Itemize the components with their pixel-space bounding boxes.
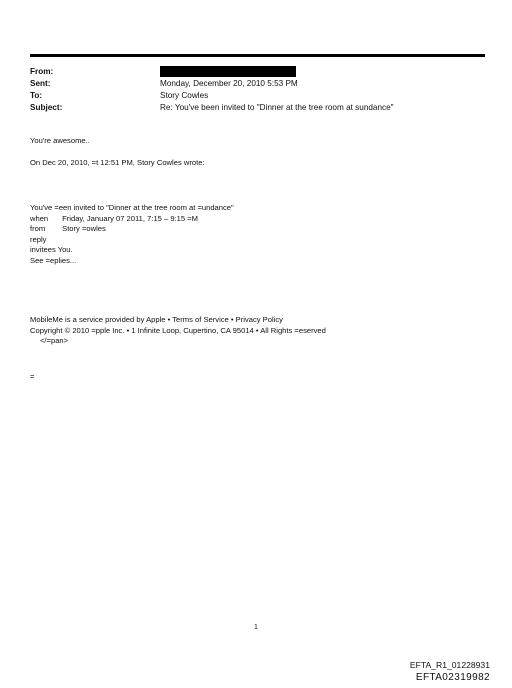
header-rule (30, 54, 485, 57)
from-value (160, 66, 296, 78)
sent-row (30, 78, 394, 90)
when-value: Friday, January 07 2011, 7:15 – 9:15 =M (62, 213, 198, 223)
to-label: To: (30, 91, 43, 100)
to-row (30, 90, 394, 102)
quote-intro: On Dec 20, 2010, =t 12:51 PM, Story Cowles wrote: (30, 157, 205, 167)
subject-label: Subject: (30, 103, 63, 112)
redaction-box (160, 66, 296, 77)
footer-block (30, 315, 326, 347)
footer-line-2: Copyright © 2010 =pple Inc. • 1 Infinite Loop, Cupertino, CA 95014 • All Rights =eserved (30, 325, 326, 335)
subject-row (30, 102, 394, 114)
invite-invitees: invitees You. (30, 245, 73, 254)
invite-when-row (30, 214, 234, 225)
bates-number-2: EFTA02319982 (415, 672, 490, 683)
sent-label: Sent: (30, 79, 51, 88)
reply-block (30, 136, 205, 168)
footer-line-1: MobileMe is a service provided by Apple • Terms of Service • Privacy Policy (30, 315, 283, 324)
invite-from-row (30, 224, 234, 235)
invite-block (30, 203, 234, 266)
invite-reply: reply (30, 234, 47, 244)
from-label: From: (30, 67, 54, 76)
email-header (30, 66, 394, 114)
subject-value: Re: You've been invited to "Dinner at the tree room at sundance" (160, 103, 394, 112)
reply-text: You're awesome.. (30, 136, 90, 145)
invite-title: You've =een invited to "Dinner at the tree room at =undance" (30, 203, 234, 212)
bates-number-1: EFTA_R1_01228931 (409, 660, 490, 670)
page-number: 1 (254, 624, 258, 631)
footer-line-3: </=pan> (40, 336, 69, 345)
from-row (30, 66, 394, 78)
stray-character: = (30, 372, 35, 381)
invite-from-label: from (30, 224, 46, 233)
when-label: when (30, 213, 49, 223)
sent-value: Monday, December 20, 2010 5:53 PM (160, 79, 298, 88)
to-value: Story Cowles (160, 91, 209, 100)
invite-see-replies: See =eplies... (30, 255, 77, 265)
invite-from-value: Story =owles (62, 224, 106, 233)
